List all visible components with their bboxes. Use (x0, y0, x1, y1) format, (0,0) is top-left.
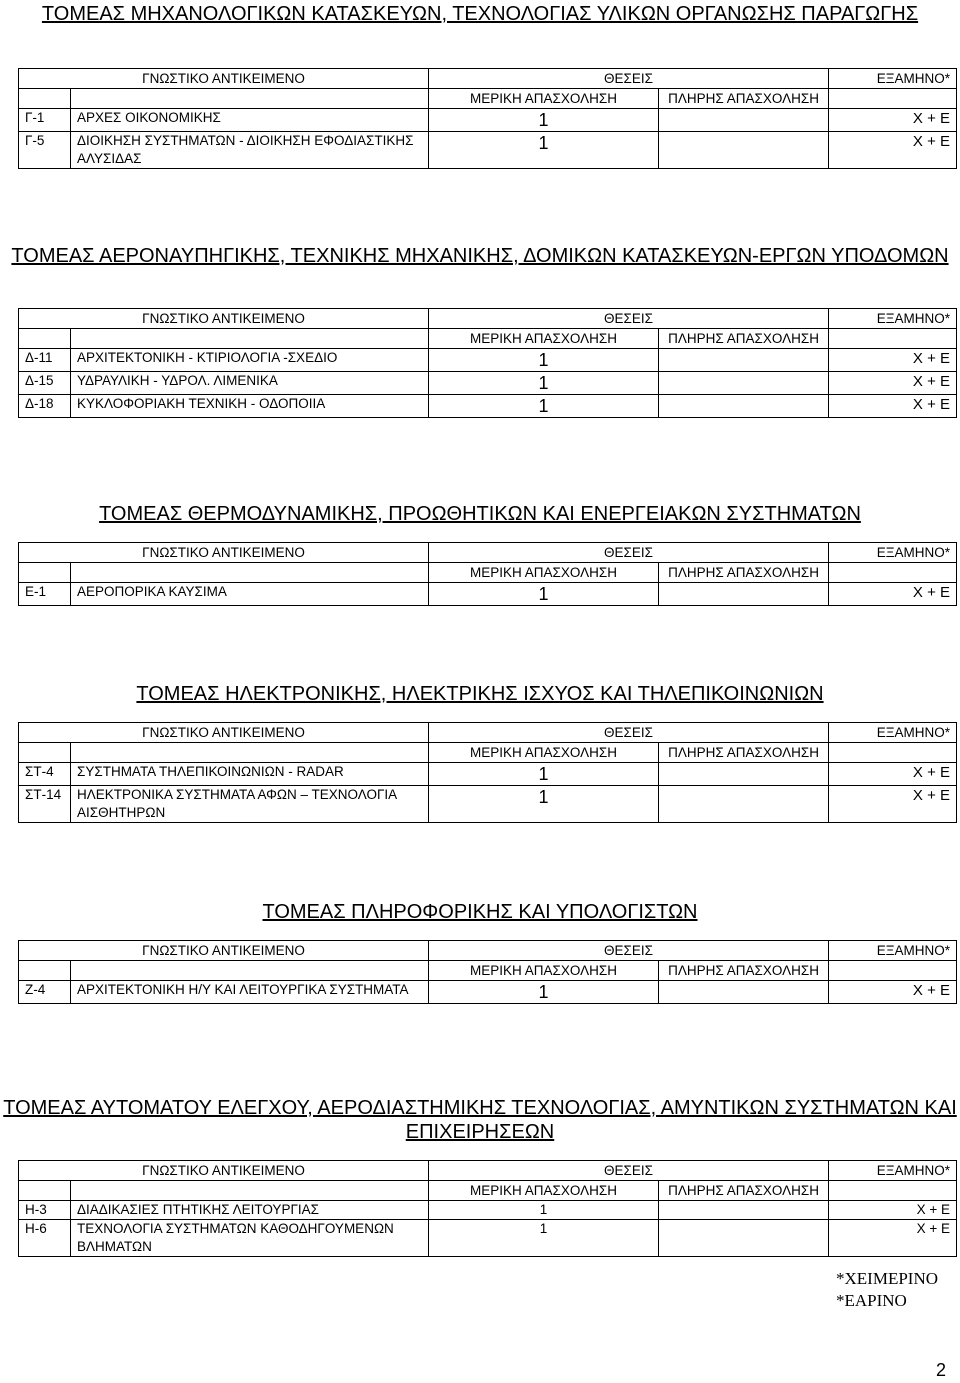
course-code: ΣΤ-14 (19, 786, 71, 823)
course-subject: ΑΡΧΕΣ ΟΙΚΟΝΟΜΙΚΗΣ (71, 109, 429, 132)
header-semester: ΕΞΑΜΗΝΟ* (829, 723, 957, 743)
section-table-wrapper (18, 68, 956, 169)
table-row (19, 786, 957, 823)
section-table-wrapper (18, 722, 956, 823)
header-positions: ΘΕΣΕΙΣ (429, 309, 829, 329)
footnote-spring: *ΕΑΡΙΝΟ (836, 1291, 907, 1310)
header-positions: ΘΕΣΕΙΣ (429, 941, 829, 961)
semester-value: Χ + Ε (829, 1220, 957, 1257)
courses-table (18, 542, 957, 606)
courses-table (18, 1160, 957, 1257)
table-row (19, 372, 957, 395)
course-subject: ΑΕΡΟΠΟΡΙΚΑ ΚΑΥΣΙΜΑ (71, 583, 429, 606)
header-full-time: ΠΛΗΡΗΣ ΑΠΑΣΧΟΛΗΣΗ (659, 563, 829, 583)
header-semester: ΕΞΑΜΗΝΟ* (829, 309, 957, 329)
header-semester: ΕΞΑΜΗΝΟ* (829, 69, 957, 89)
header-full-time: ΠΛΗΡΗΣ ΑΠΑΣΧΟΛΗΣΗ (659, 89, 829, 109)
semester-value: Χ + Ε (829, 786, 957, 823)
part-time-positions: 1 (429, 132, 659, 169)
section-title: ΤΟΜΕΑΣ ΗΛΕΚΤΡΟΝΙΚΗΣ, ΗΛΕΚΤΡΙΚΗΣ ΙΣΧΥΟΣ ΚΑΙ ΤΗΛΕΠΙΚΟΙΝΩΝΙΩΝ (136, 683, 824, 705)
course-subject: ΔΙΟΙΚΗΣΗ ΣΥΣΤΗΜΑΤΩΝ - ΔΙΟΙΚΗΣΗ ΕΦΟΔΙΑΣΤΙΚΗΣ ΑΛΥΣΙΔΑΣ (71, 132, 429, 169)
course-subject: ΔΙΑΔΙΚΑΣΙΕΣ ΠΤΗΤΙΚΗΣ ΛΕΙΤΟΥΡΓΙΑΣ (71, 1201, 429, 1220)
header-part-time: ΜΕΡΙΚΗ ΑΠΑΣΧΟΛΗΣΗ (429, 961, 659, 981)
header-part-time: ΜΕΡΙΚΗ ΑΠΑΣΧΟΛΗΣΗ (429, 1181, 659, 1201)
course-subject: ΑΡΧΙΤΕΚΤΟΝΙΚΗ Η/Υ ΚΑΙ ΛΕΙΤΟΥΡΓΙΚΑ ΣΥΣΤΗΜΑΤΑ (71, 981, 429, 1004)
section-title: ΤΟΜΕΑΣ ΑΕΡΟΝΑΥΠΗΓΙΚΗΣ, ΤΕΧΝΙΚΗΣ ΜΗΧΑΝΙΚΗΣ, ΔΟΜΙΚΩΝ ΚΑΤΑΣΚΕΥΩΝ-ΕΡΓΩΝ ΥΠΟΔΟΜΩΝ (11, 245, 949, 267)
course-code: Η-6 (19, 1220, 71, 1257)
header-semester: ΕΞΑΜΗΝΟ* (829, 543, 957, 563)
part-time-positions: 1 (429, 349, 659, 372)
section-title: ΤΟΜΕΑΣ ΠΛΗΡΟΦΟΡΙΚΗΣ ΚΑΙ ΥΠΟΛΟΓΙΣΤΩΝ (262, 901, 698, 923)
semester-value: Χ + Ε (829, 372, 957, 395)
part-time-positions: 1 (429, 372, 659, 395)
section-table-wrapper (18, 308, 956, 418)
semester-value: Χ + Ε (829, 583, 957, 606)
part-time-positions: 1 (429, 395, 659, 418)
section-table-wrapper (18, 542, 956, 606)
header-subject: ΓΝΩΣΤΙΚΟ ΑΝΤΙΚΕΙΜΕΝΟ (19, 309, 429, 329)
header-full-time: ΠΛΗΡΗΣ ΑΠΑΣΧΟΛΗΣΗ (659, 743, 829, 763)
header-part-time: ΜΕΡΙΚΗ ΑΠΑΣΧΟΛΗΣΗ (429, 89, 659, 109)
semester-value: Χ + Ε (829, 109, 957, 132)
semester-value: Χ + Ε (829, 349, 957, 372)
page-number: 2 (936, 1360, 947, 1380)
courses-table (18, 722, 957, 823)
header-positions: ΘΕΣΕΙΣ (429, 723, 829, 743)
course-code: Η-3 (19, 1201, 71, 1220)
part-time-positions: 1 (429, 109, 659, 132)
footnote-winter: *ΧΕΙΜΕΡΙΝΟ (836, 1269, 938, 1288)
table-row (19, 981, 957, 1004)
part-time-positions: 1 (429, 583, 659, 606)
course-code: Ε-1 (19, 583, 71, 606)
header-full-time: ΠΛΗΡΗΣ ΑΠΑΣΧΟΛΗΣΗ (659, 329, 829, 349)
header-subject: ΓΝΩΣΤΙΚΟ ΑΝΤΙΚΕΙΜΕΝΟ (19, 1161, 429, 1181)
semester-value: Χ + Ε (829, 132, 957, 169)
courses-table (18, 308, 957, 418)
header-full-time: ΠΛΗΡΗΣ ΑΠΑΣΧΟΛΗΣΗ (659, 1181, 829, 1201)
table-row (19, 1220, 957, 1257)
courses-table (18, 68, 957, 169)
table-row (19, 1201, 957, 1220)
header-positions: ΘΕΣΕΙΣ (429, 1161, 829, 1181)
header-subject: ΓΝΩΣΤΙΚΟ ΑΝΤΙΚΕΙΜΕΝΟ (19, 543, 429, 563)
course-subject: ΥΔΡΑΥΛΙΚΗ - ΥΔΡΟΛ. ΛΙΜΕΝΙΚΑ (71, 372, 429, 395)
table-row (19, 395, 957, 418)
header-positions: ΘΕΣΕΙΣ (429, 543, 829, 563)
table-row (19, 583, 957, 606)
course-code: Γ-5 (19, 132, 71, 169)
table-row (19, 349, 957, 372)
course-subject: ΣΥΣΤΗΜΑΤΑ ΤΗΛΕΠΙΚΟΙΝΩΝΙΩΝ - RADAR (71, 763, 429, 786)
course-subject: ΗΛΕΚΤΡΟΝΙΚΑ ΣΥΣΤΗΜΑΤΑ ΑΦΩΝ – ΤΕΧΝΟΛΟΓΙΑ ΑΙΣΘΗΤΗΡΩΝ (71, 786, 429, 823)
part-time-positions: 1 (429, 1201, 659, 1220)
semester-value: Χ + Ε (829, 763, 957, 786)
course-code: Δ-15 (19, 372, 71, 395)
course-code: ΣΤ-4 (19, 763, 71, 786)
part-time-positions: 1 (429, 1220, 659, 1257)
header-subject: ΓΝΩΣΤΙΚΟ ΑΝΤΙΚΕΙΜΕΝΟ (19, 941, 429, 961)
semester-value: Χ + Ε (829, 1201, 957, 1220)
part-time-positions: 1 (429, 763, 659, 786)
course-subject: ΚΥΚΛΟΦΟΡΙΑΚΗ ΤΕΧΝΙΚΗ - ΟΔΟΠΟΙΙΑ (71, 395, 429, 418)
header-part-time: ΜΕΡΙΚΗ ΑΠΑΣΧΟΛΗΣΗ (429, 743, 659, 763)
header-semester: ΕΞΑΜΗΝΟ* (829, 941, 957, 961)
header-full-time: ΠΛΗΡΗΣ ΑΠΑΣΧΟΛΗΣΗ (659, 961, 829, 981)
part-time-positions: 1 (429, 786, 659, 823)
header-semester: ΕΞΑΜΗΝΟ* (829, 1161, 957, 1181)
courses-table (18, 940, 957, 1004)
part-time-positions: 1 (429, 981, 659, 1004)
header-subject: ΓΝΩΣΤΙΚΟ ΑΝΤΙΚΕΙΜΕΝΟ (19, 723, 429, 743)
header-part-time: ΜΕΡΙΚΗ ΑΠΑΣΧΟΛΗΣΗ (429, 329, 659, 349)
header-positions: ΘΕΣΕΙΣ (429, 69, 829, 89)
section-title: ΤΟΜΕΑΣ ΑΥΤΟΜΑΤΟΥ ΕΛΕΓΧΟΥ, ΑΕΡΟΔΙΑΣΤΗΜΙΚΗΣ ΤΕΧΝΟΛΟΓΙΑΣ, ΑΜΥΝΤΙΚΩΝ ΣΥΣΤΗΜΑΤΩΝ ΚΑΙ ΕΠΙΧΕΙΡΗΣΕΩΝ (3, 1097, 957, 1143)
course-subject: ΑΡΧΙΤΕΚΤΟΝΙΚΗ - ΚΤΙΡΙΟΛΟΓΙΑ -ΣΧΕΔΙΟ (71, 349, 429, 372)
table-row (19, 763, 957, 786)
table-row (19, 109, 957, 132)
header-subject: ΓΝΩΣΤΙΚΟ ΑΝΤΙΚΕΙΜΕΝΟ (19, 69, 429, 89)
semester-value: Χ + Ε (829, 395, 957, 418)
course-code: Δ-11 (19, 349, 71, 372)
header-part-time: ΜΕΡΙΚΗ ΑΠΑΣΧΟΛΗΣΗ (429, 563, 659, 583)
course-subject: ΤΕΧΝΟΛΟΓΙΑ ΣΥΣΤΗΜΑΤΩΝ ΚΑΘΟΔΗΓΟΥΜΕΝΩΝ ΒΛΗΜΑΤΩΝ (71, 1220, 429, 1257)
section-title: ΤΟΜΕΑΣ ΜΗΧΑΝΟΛΟΓΙΚΩΝ ΚΑΤΑΣΚΕΥΩΝ, ΤΕΧΝΟΛΟΓΙΑΣ ΥΛΙΚΩΝ ΟΡΓΑΝΩΣΗΣ ΠΑΡΑΓΩΓΗΣ (41, 3, 919, 25)
course-code: Γ-1 (19, 109, 71, 132)
section-table-wrapper (18, 1160, 956, 1257)
semester-value: Χ + Ε (829, 981, 957, 1004)
section-title: ΤΟΜΕΑΣ ΘΕΡΜΟΔΥΝΑΜΙΚΗΣ, ΠΡΟΩΘΗΤΙΚΩΝ ΚΑΙ ΕΝΕΡΓΕΙΑΚΩΝ ΣΥΣΤΗΜΑΤΩΝ (99, 503, 861, 525)
course-code: Ζ-4 (19, 981, 71, 1004)
table-row (19, 132, 957, 169)
course-code: Δ-18 (19, 395, 71, 418)
section-table-wrapper (18, 940, 956, 1004)
